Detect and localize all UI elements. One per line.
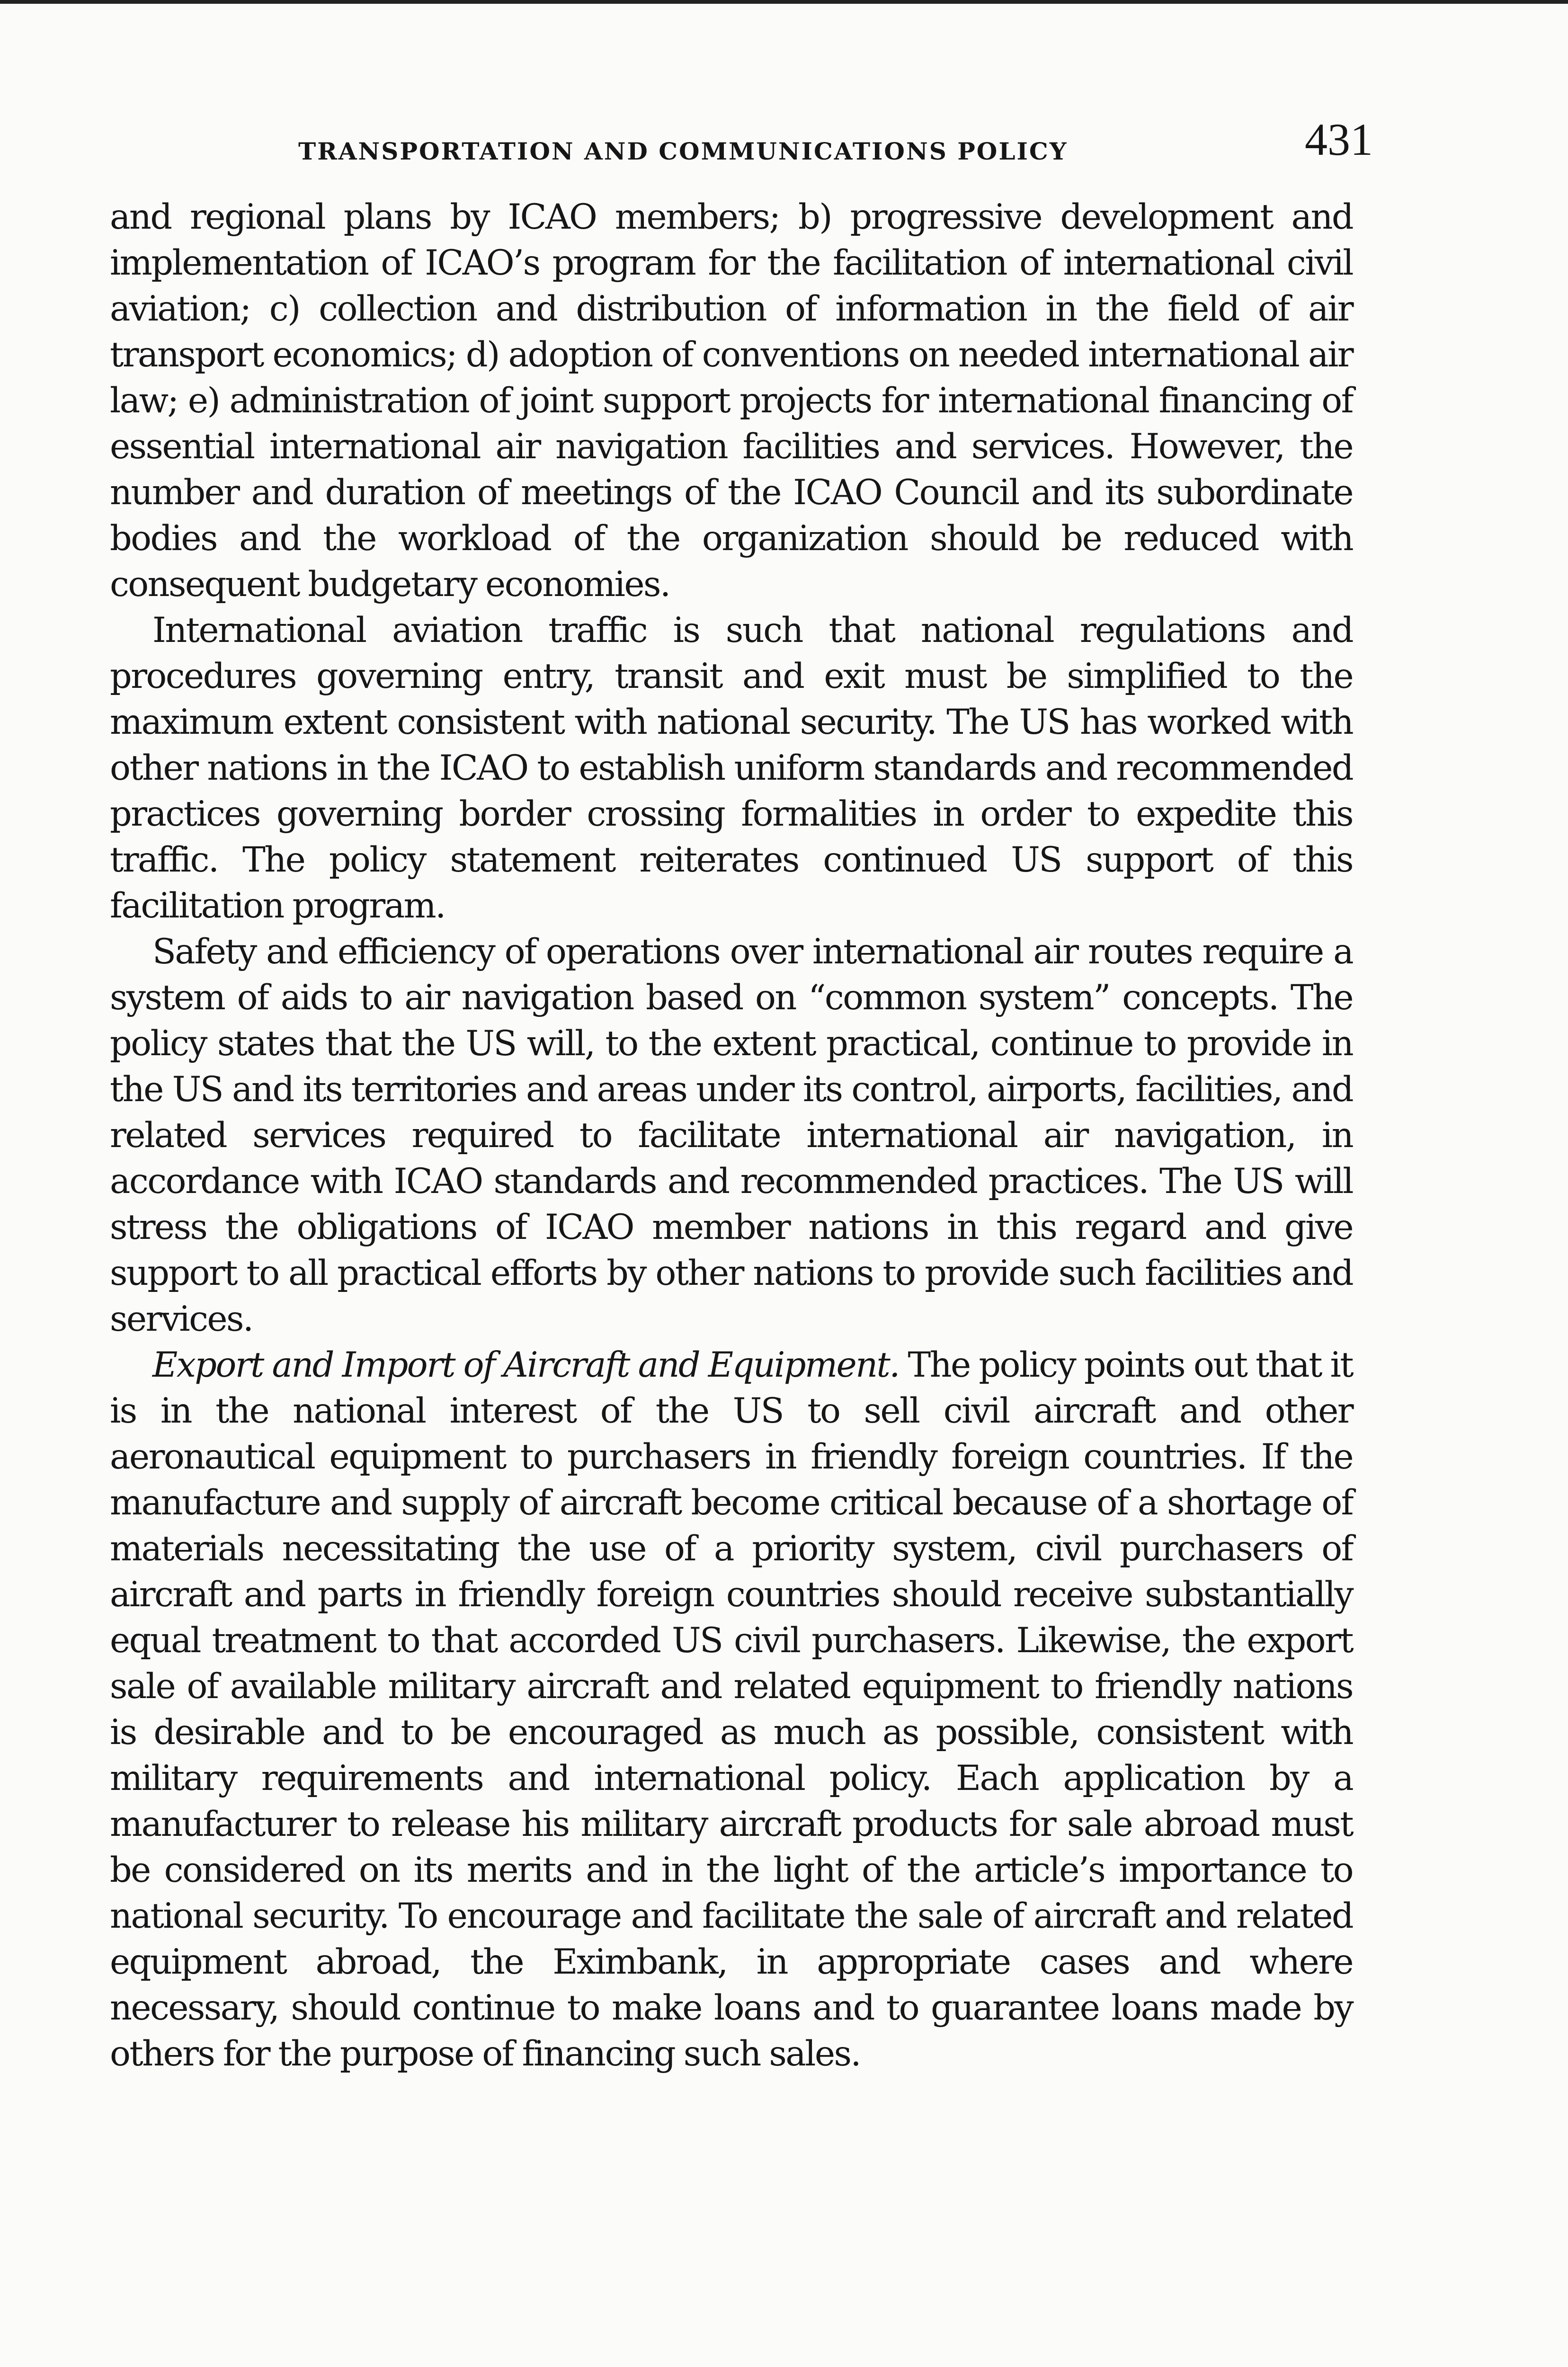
paragraph-facilitation xyxy=(110,607,1353,929)
paragraph-icao-functions xyxy=(110,194,1353,607)
paragraph-text: Safety and efficiency of operations over international air routes require a system of aids to air navigation based on “common system” concepts. The policy states that the US will, to the extent practical, continue to provide in the US and its territories and areas under its control, airports, facilities, and related services required to facilitate international air navigation, in accordance with ICAO standards and recommended practices. The US will stress the obligations of ICAO member nations in this regard and give support to all practical efforts by other nations to provide such facilities and services. xyxy=(110,932,1353,1339)
top-edge-rule xyxy=(0,0,1568,4)
paragraph-text: International aviation traffic is such that national regulations and procedures governing entry, transit and exit must be simplified to the maximum extent consistent with national security. The US has worked with other nations in the ICAO to establish uniform standards and recommended practices governing border crossing formalities in order to expedite this traffic. The policy statement reiterates continued US support of this facilitation program. xyxy=(110,610,1353,926)
section-heading-italic: Export and Import of Aircraft and Equipment. xyxy=(152,1345,899,1385)
paragraph-text: and regional plans by ICAO members; b) progressive development and implementation of ICAO’s program for the facilitation of international civil aviation; c) collection and distribution of information in the field of air transport economics; d) adoption of conventions on needed international air law; e) administration of joint support projects for international financing of essential international air navigation facilities and services. However, the number and duration of meetings of the ICAO Council and its subordinate bodies and the workload of the organization should be reduced with consequent budgetary economies. xyxy=(110,197,1353,605)
running-head-title: TRANSPORTATION AND COMMUNICATIONS POLICY xyxy=(298,137,1068,165)
paragraph-text: The policy points out that it is in the national interest of the US to sell civil aircraft and other aeronautical equipment to purchasers in friendly foreign countries. If the manufacture and supply of aircraft become critical because of a shortage of materials necessitating the use of a priority system, civil purchasers of aircraft and parts in friendly foreign countries should receive substantially equal treatment to that accorded US civil purchasers. Likewise, the export sale of available military aircraft and related equipment to friendly nations is desirable and to be encouraged as much as possible, consistent with military requirements and international policy. Each application by a manufacturer to release his military aircraft products for sale abroad must be considered on its merits and in the light of the article’s importance to national security. To encourage and facilitate the sale of aircraft and related equipment abroad, the Eximbank, in appropriate cases and where necessary, should continue to make loans and to guarantee loans made by others for the purpose of financing such sales. xyxy=(110,1345,1353,2074)
paragraph-air-navigation xyxy=(110,929,1353,1342)
paragraph-export-import xyxy=(110,1342,1353,2077)
body-text xyxy=(110,194,1353,2077)
page-number: 431 xyxy=(1305,114,1373,165)
